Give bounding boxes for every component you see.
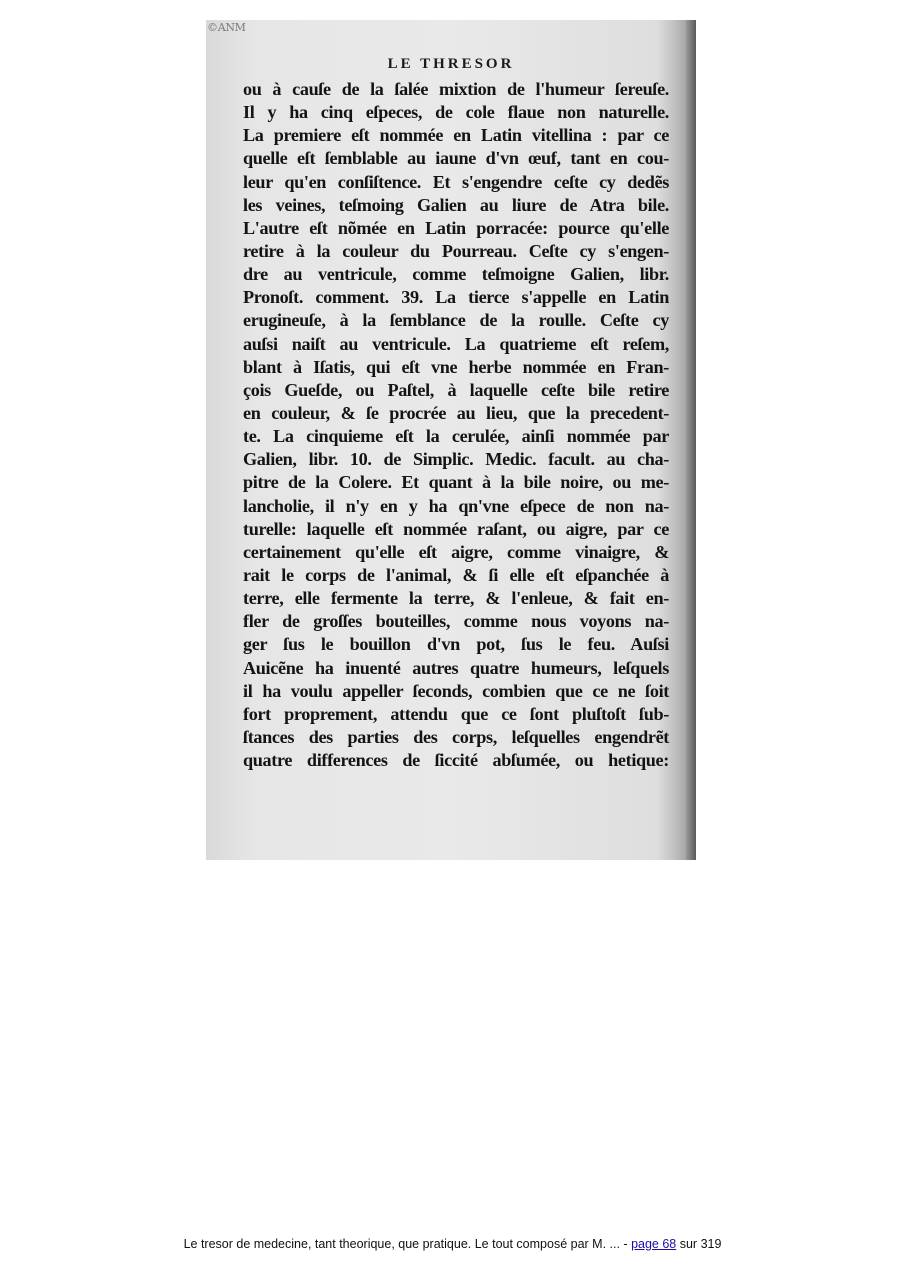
text-line: erugineuſe, à la ſemblance de la roulle. Ceſte cy (243, 310, 669, 331)
page-link[interactable]: page 68 (631, 1237, 677, 1251)
text-line: certainement qu'elle eſt aigre, comme vinaigre, & (243, 541, 669, 562)
text-line: çois Gueſde, ou Paſtel, à laquelle ceſte bile retire (243, 379, 669, 400)
page-footer (0, 1237, 905, 1251)
page-total: sur 319 (679, 1237, 722, 1251)
watermark: ©ANM (207, 21, 246, 34)
text-line: quatre differences de ſiccité abſumée, ou hetique: (243, 750, 669, 771)
text-line: Auicẽne ha inuenté autres quatre humeurs, leſquels (243, 657, 669, 678)
text-line: ou à cauſe de la ſalée mixtion de l'humeur ſereuſe. (243, 79, 669, 99)
running-head: LE THRESOR (387, 56, 515, 72)
text-line: L'autre eſt nõmée en Latin porracée: pource qu'elle (243, 217, 669, 238)
text-line: pitre de la Colere. Et quant à la bile noire, ou me- (243, 472, 669, 493)
text-line: dre au ventricule, comme teſmoigne Galien, libr. (243, 264, 669, 285)
page-text (243, 78, 669, 772)
text-line: quelle eſt ſemblable au iaune d'vn œuf, tant en cou- (243, 148, 669, 169)
text-line: fler de groſſes bouteilles, comme nous voyons na- (243, 611, 669, 632)
text-line: blant à Iſatis, qui eſt vne herbe nommée en Fran- (243, 356, 669, 377)
text-line: ger ſus le bouillon d'vn pot, ſus le feu. Auſsi (243, 634, 669, 655)
text-line: Galien, libr. 10. de Simplic. Medic. facult. au cha- (243, 449, 669, 470)
text-line: en couleur, & ſe procrée au lieu, que la precedent- (243, 402, 669, 423)
text-line: lancholie, il n'y en y ha qn'vne eſpece de non na- (243, 495, 669, 516)
text-line: auſsi naiſt au ventricule. La quatrieme eſt reſem, (243, 333, 669, 354)
text-line: il ha voulu appeller ſeconds, combien que ce ne ſoit (243, 680, 669, 701)
text-line: retire à la couleur du Pourreau. Ceſte cy s'engen- (243, 240, 669, 261)
text-line: fort proprement, attendu que ce ſont pluſtoſt ſub- (243, 703, 669, 724)
text-line: Il y ha cinq eſpeces, de cole flaue non naturelle. (243, 102, 669, 123)
text-line: turelle: laquelle eſt nommée raſant, ou aigre, par ce (243, 518, 669, 539)
text-line: Pronoſt. comment. 39. La tierce s'appelle en Latin (243, 287, 669, 308)
page-scan-image (206, 20, 696, 860)
text-line: La premiere eſt nommée en Latin vitellina : par ce (243, 125, 669, 146)
text-line: leur qu'en conſiſtence. Et s'engendre ceſte cy dedẽs (243, 171, 669, 192)
document-title: Le tresor de medecine, tant theorique, que pratique. Le tout composé par M. ... - (183, 1237, 628, 1251)
text-line: te. La cinquieme eſt la cerulée, ainſi nommée par (243, 426, 669, 447)
text-line: rait le corps de l'animal, & ſi elle eſt eſpanchée à (243, 564, 669, 585)
text-line: ſtances des parties des corps, leſquelles engendrẽt (243, 726, 669, 747)
text-line: les veines, teſmoing Galien au liure de Atra bile. (243, 194, 669, 215)
text-line: terre, elle fermente la terre, & l'enleue, & fait en- (243, 588, 669, 609)
